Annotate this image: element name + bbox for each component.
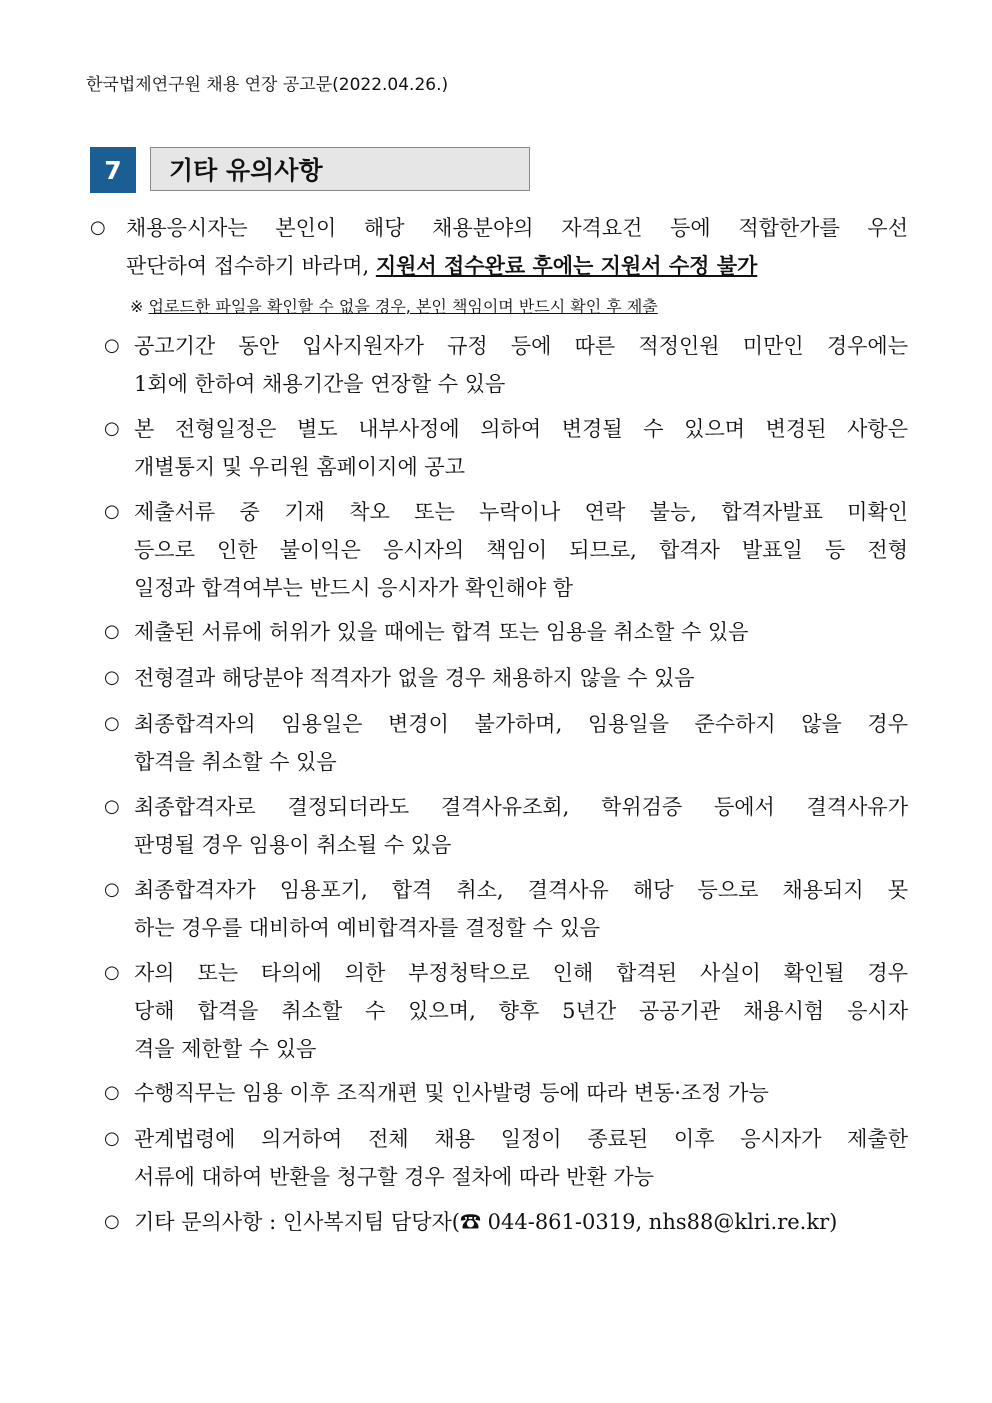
item-line: 수행직무는 임용 이후 조직개편 및 인사발령 등에 따라 변동·조정 가능 bbox=[134, 1081, 769, 1105]
item-line: 개별통지 및 우리원 홈페이지에 공고 bbox=[134, 455, 465, 479]
bullet-icon: ○ bbox=[104, 713, 120, 734]
item-line: 최종합격자의 임용일은 변경이 불가하며, 임용일을 준수하지 않을 경우 bbox=[134, 712, 908, 736]
item-line: 관계법령에 의거하여 전체 채용 일정이 종료된 이후 응시자가 제출한 bbox=[134, 1127, 908, 1151]
emphasis-text: 지원서 접수완료 후에는 지원서 수정 불가 bbox=[375, 253, 758, 278]
note-prefix: ※ bbox=[130, 297, 149, 316]
bullet-icon: ○ bbox=[104, 962, 120, 983]
item-line: 최종합격자로 결정되더라도 결격사유조회, 학위검증 등에서 결격사유가 bbox=[134, 795, 908, 819]
item-line: 1회에 한하여 채용기간을 연장할 수 있음 bbox=[134, 372, 506, 396]
bullet-icon: ○ bbox=[90, 217, 106, 238]
section-number: 7 bbox=[90, 147, 136, 193]
contact-line: 기타 문의사항 : 인사복지팀 담당자(☎ 044-861-0319, nhs88@klri.re.kr) bbox=[134, 1210, 838, 1234]
section-title: 기타 유의사항 bbox=[150, 147, 530, 191]
note bbox=[130, 294, 658, 317]
document-header: 한국법제연구원 채용 연장 공고문(2022.04.26.) bbox=[86, 75, 449, 95]
item-line: 등으로 인한 불이익은 응시자의 책임이 되므로, 합격자 발표일 등 전형 bbox=[134, 538, 908, 562]
item-line: 당해 합격을 취소할 수 있으며, 향후 5년간 공공기관 채용시험 응시자 bbox=[134, 999, 908, 1023]
item-line: 본 전형일정은 별도 내부사정에 의하여 변경될 수 있으며 변경된 사항은 bbox=[134, 417, 908, 441]
item-line: 판명될 경우 임용이 취소될 수 있음 bbox=[134, 833, 452, 857]
bullet-icon: ○ bbox=[104, 879, 120, 900]
item-line: 하는 경우를 대비하여 예비합격자를 결정할 수 있음 bbox=[134, 916, 601, 940]
item-line: 채용응시자는 본인이 해당 채용분야의 자격요건 등에 적합한가를 우선 bbox=[126, 216, 908, 240]
item-line: 제출서류 중 기재 착오 또는 누락이나 연락 불능, 합격자발표 미확인 bbox=[134, 500, 908, 524]
item-line: 서류에 대하여 반환을 청구할 경우 절차에 따라 반환 가능 bbox=[134, 1165, 654, 1189]
item-line-text: 판단하여 접수하기 바라며, bbox=[126, 254, 376, 278]
bullet-icon: ○ bbox=[104, 1128, 120, 1149]
bullet-icon: ○ bbox=[104, 418, 120, 439]
bullet-icon: ○ bbox=[104, 796, 120, 817]
item-line: 일정과 합격여부는 반드시 응시자가 확인해야 함 bbox=[134, 576, 574, 600]
item-line: 전형결과 해당분야 적격자가 없을 경우 채용하지 않을 수 있음 bbox=[134, 666, 695, 690]
list-item bbox=[90, 209, 908, 289]
item-line: 최종합격자가 임용포기, 합격 취소, 결격사유 해당 등으로 채용되지 못 bbox=[134, 878, 908, 902]
item-line: 자의 또는 타의에 의한 부정청탁으로 인해 합격된 사실이 확인될 경우 bbox=[134, 961, 908, 985]
item-line: 격을 제한할 수 있음 bbox=[134, 1037, 317, 1061]
bullet-icon: ○ bbox=[104, 1211, 120, 1232]
section-heading bbox=[90, 147, 530, 193]
bullet-icon: ○ bbox=[104, 335, 120, 356]
bullet-icon: ○ bbox=[104, 501, 120, 522]
item-line: 공고기간 동안 입사지원자가 규정 등에 따른 적정인원 미만인 경우에는 bbox=[134, 334, 908, 358]
note-text: 업로드한 파일을 확인할 수 없을 경우, 본인 책임이며 반드시 확인 후 제출 bbox=[148, 297, 658, 316]
item-line bbox=[126, 247, 908, 285]
bullet-icon: ○ bbox=[104, 621, 120, 642]
item-line: 합격을 취소할 수 있음 bbox=[134, 750, 337, 774]
bullet-icon: ○ bbox=[104, 667, 120, 688]
bullet-icon: ○ bbox=[104, 1082, 120, 1103]
item-line: 제출된 서류에 허위가 있을 때에는 합격 또는 임용을 취소할 수 있음 bbox=[134, 620, 749, 644]
